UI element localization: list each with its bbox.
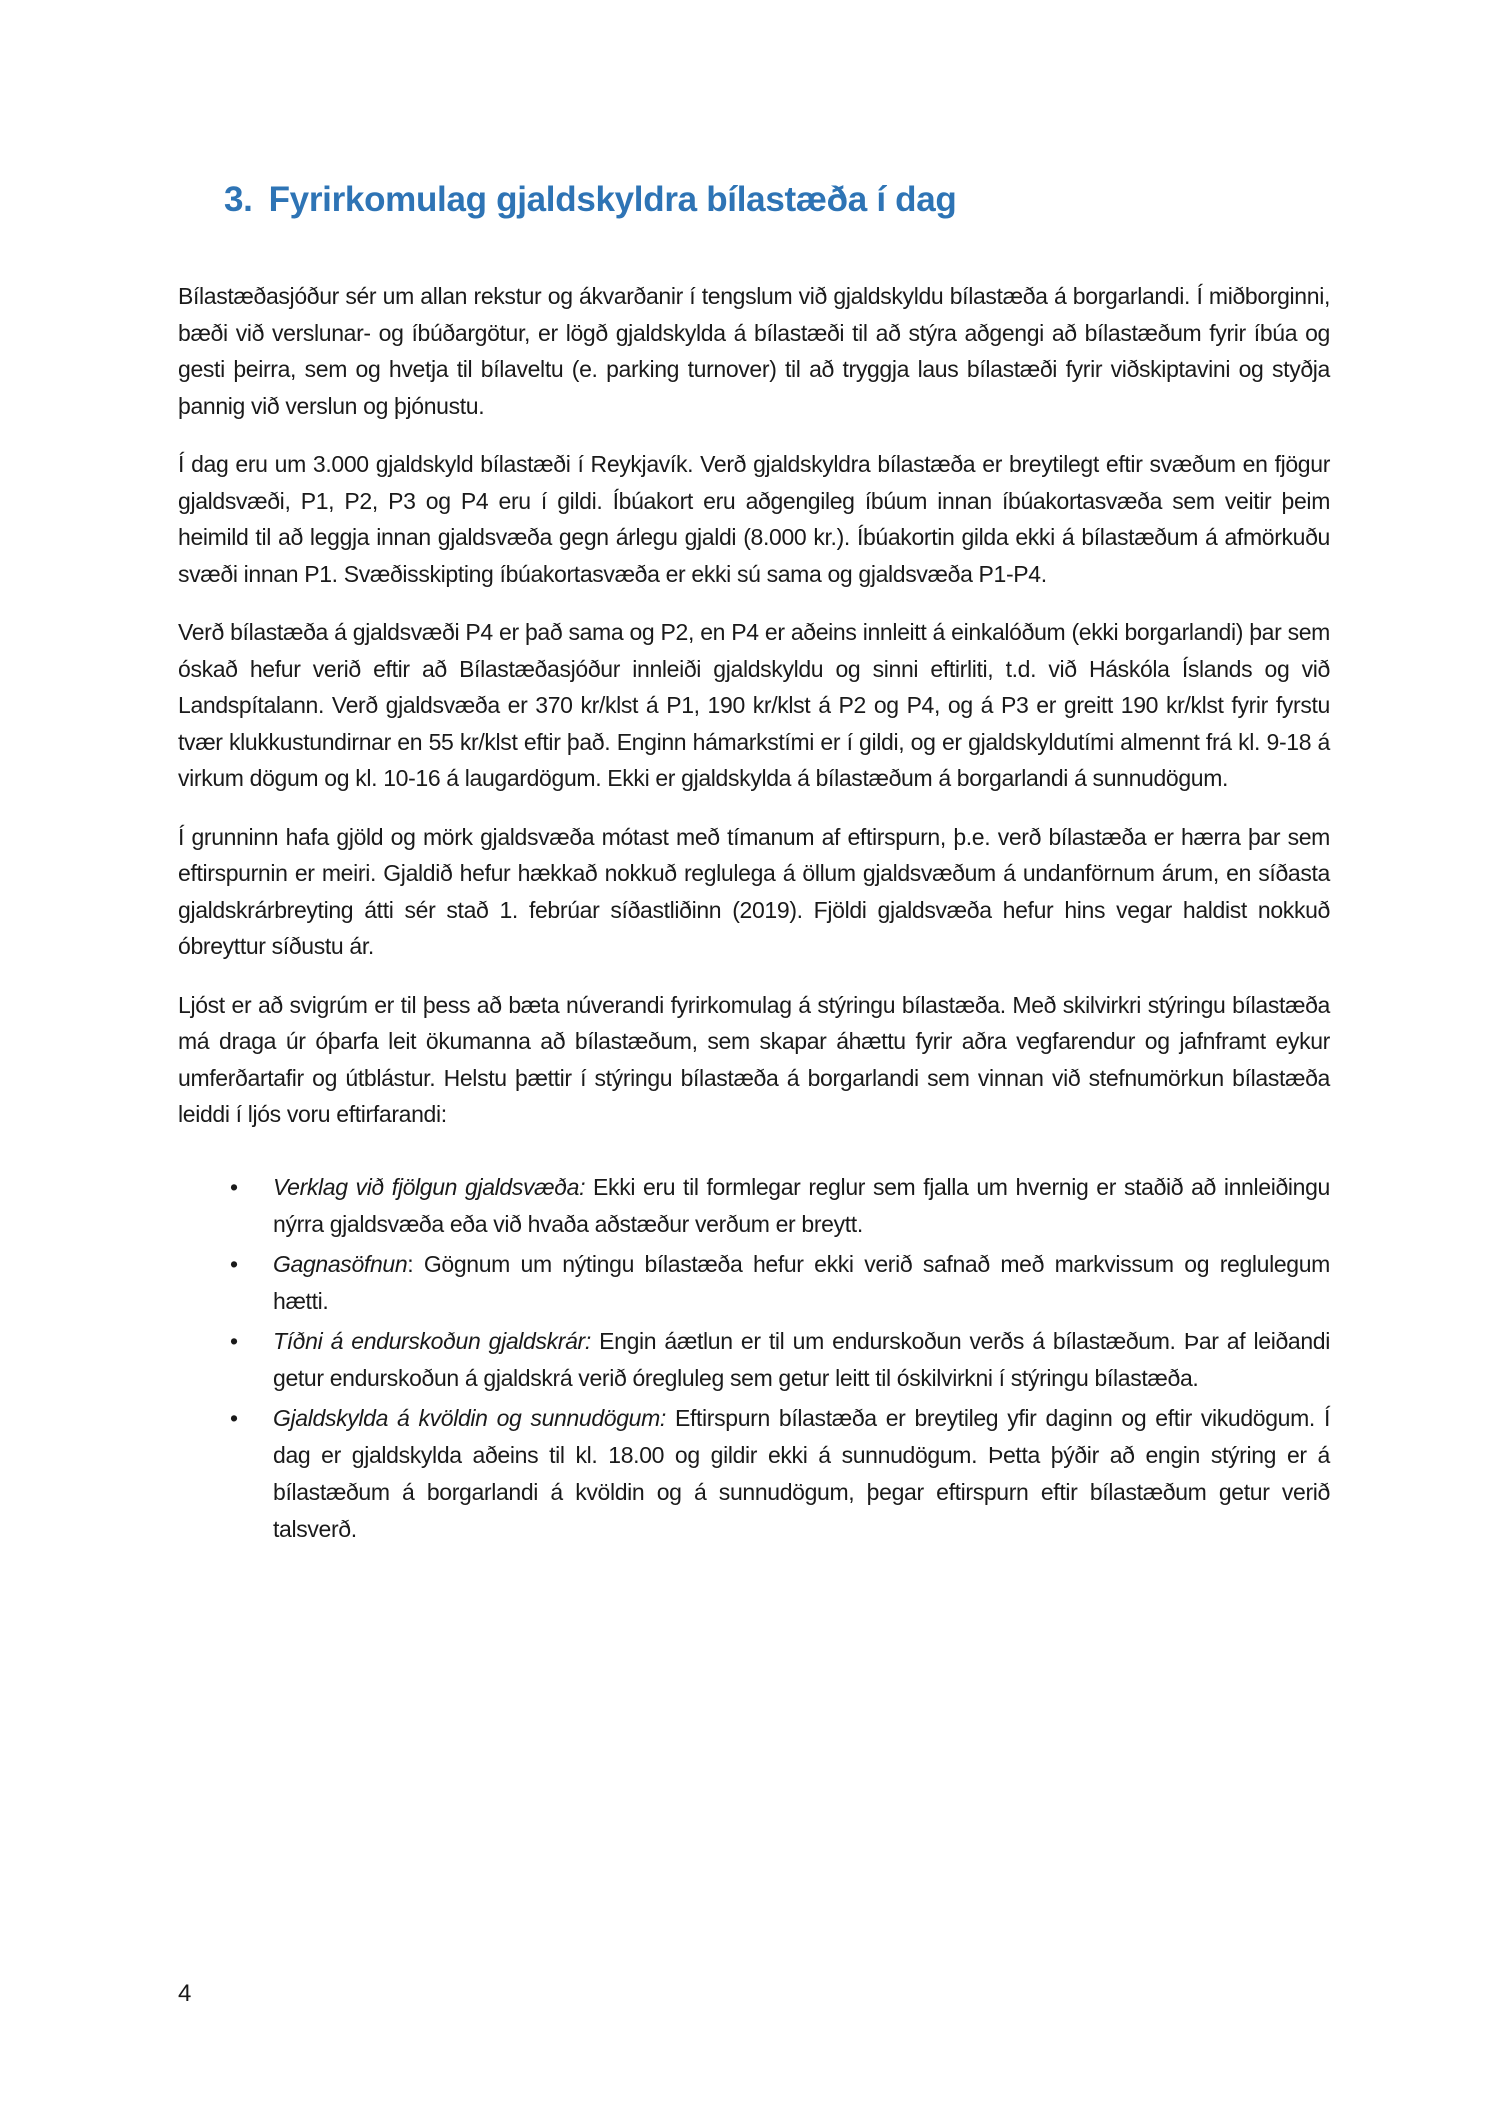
list-item-label: Verklag við fjölgun gjaldsvæða:	[273, 1173, 586, 1200]
list-item	[178, 1400, 1330, 1548]
list-item	[178, 1246, 1330, 1320]
paragraph: Ljóst er að svigrúm er til þess að bæta núverandi fyrirkomulag á stýringu bílastæða. Með skilvirkri stýringu bílastæða má draga úr óþarfa leit ökumanna að bílastæðum, sem skapar áhættu fyrir aðra vegfarendur og jafnframt eykur umferðartafir og útblástur. Helstu þættir í stýringu bílastæða á borgarlandi sem vinnan við stefnumörkun bílastæða leiddi í ljós voru eftirfarandi:	[178, 991, 1330, 1127]
paragraph: Verð bílastæða á gjaldsvæði P4 er það sama og P2, en P4 er aðeins innleitt á einkalóðum (ekki borgarlandi) þar sem óskað hefur verið eftir að Bílastæðasjóður innleiði gjaldskyldu og sinni eftirliti, t.d. við Háskóla Íslands og við Landspítalann. Verð gjaldsvæða er 370 kr/klst á P1, 190 kr/klst á P2 og P4, og á P3 er greitt 190 kr/klst fyrir fyrstu tvær klukkustundirnar en 55 kr/klst eftir það. Enginn hámarkstími er í gildi, og er gjaldskyldutími almennt frá kl. 9-18 á virkum dögum og kl. 10-16 á laugardögum. Ekki er gjaldskylda á bílastæðum á borgarlandi á sunnudögum.	[178, 619, 1330, 791]
list-item-text: Eftirspurn bílastæða er breytileg yfir daginn og eftir vikudögum. Í dag er gjaldskylda aðeins til kl. 18.00 og gildir ekki á sunnudögum. Þetta þýðir að engin stýring er á bílastæðum á borgarlandi á kvöldin og á sunnudögum, þegar eftirspurn eftir bílastæðum getur verið talsverð.	[273, 1404, 1331, 1542]
list-item-label: Gjaldskylda á kvöldin og sunnudögum:	[273, 1404, 666, 1431]
list-item-label: Tíðni á endurskoðun gjaldskrár:	[273, 1327, 591, 1354]
section-heading	[224, 180, 1324, 220]
section-number: 3.	[224, 180, 253, 219]
bullet-icon: •	[230, 1173, 238, 1200]
body-text	[178, 278, 1330, 1551]
paragraph: Í dag eru um 3.000 gjaldskyld bílastæði í Reykjavík. Verð gjaldskyldra bílastæða er breytilegt eftir svæðum en fjögur gjaldsvæði, P1, P2, P3 og P4 eru í gildi. Íbúakort eru aðgengileg íbúum innan íbúakortasvæða sem veitir þeim heimild til að leggja innan gjaldsvæða gegn árlegu gjaldi (8.000 kr.). Íbúakortin gilda ekki á bílastæðum á afmörkuðu svæði innan P1. Svæðisskipting íbúakortasvæða er ekki sú sama og gjaldsvæða P1-P4.	[178, 451, 1330, 587]
page-number: 4	[178, 1980, 192, 2007]
list-item-text: Ekki eru til formlegar reglur sem fjalla um hvernig er staðið að innleiðingu nýrra gjaldsvæða eða við hvaða aðstæður verðum er breytt.	[273, 1173, 1330, 1237]
paragraph: Í grunninn hafa gjöld og mörk gjaldsvæða mótast með tímanum af eftirspurn, þ.e. verð bílastæða er hærra þar sem eftirspurnin er meiri. Gjaldið hefur hækkað nokkuð reglulega á öllum gjaldsvæðum á undanförnum árum, en síðasta gjaldskrárbreyting átti sér stað 1. febrúar síðastliðinn (2019). Fjöldi gjaldsvæða hefur hins vegar haldist nokkuð óbreyttur síðustu ár.	[178, 823, 1330, 959]
bullet-icon: •	[230, 1327, 238, 1354]
bullet-list	[178, 1169, 1330, 1548]
paragraph: Bílastæðasjóður sér um allan rekstur og ákvarðanir í tengslum við gjaldskyldu bílastæða á borgarlandi. Í miðborginni, bæði við verslunar- og íbúðargötur, er lögð gjaldskylda á bílastæði til að stýra aðgengi að bílastæðum fyrir íbúa og gesti þeirra, sem og hvetja til bílaveltu (e. parking turnover) til að tryggja laus bílastæði fyrir viðskiptavini og styðja þannig við verslun og þjónustu.	[178, 283, 1330, 419]
list-item-text: Engin áætlun er til um endurskoðun verðs á bílastæðum. Þar af leiðandi getur endurskoðun á gjaldskrá verið óregluleg sem getur leitt til óskilvirkni í stýringu bílastæða.	[273, 1327, 1330, 1391]
bullet-icon: •	[230, 1404, 238, 1431]
list-item-text: : Gögnum um nýtingu bílastæða hefur ekki verið safnað með markvissum og reglulegum hætti.	[273, 1250, 1330, 1314]
list-item	[178, 1169, 1330, 1243]
section-title: Fyrirkomulag gjaldskyldra bílastæða í dag	[268, 180, 957, 219]
list-item	[178, 1323, 1330, 1397]
bullet-icon: •	[230, 1250, 238, 1277]
list-item-label: Gagnasöfnun	[273, 1250, 408, 1277]
